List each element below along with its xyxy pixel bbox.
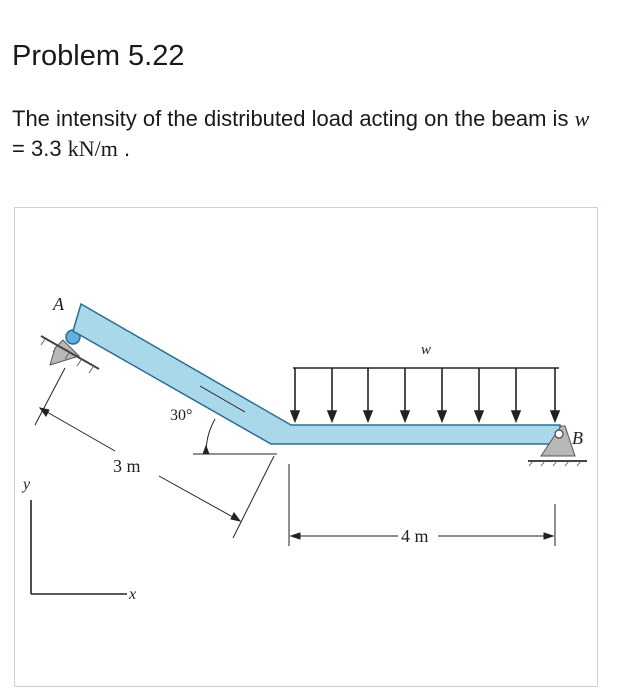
dimension-3m	[35, 368, 274, 538]
end-punctuation: .	[123, 136, 131, 161]
label-4m: 4 m	[401, 526, 429, 546]
label-b: B	[572, 428, 583, 448]
w-units: kN/m	[67, 136, 118, 161]
label-a: A	[53, 294, 64, 314]
problem-title: Problem 5.22	[12, 40, 185, 72]
figure-panel	[14, 207, 598, 687]
label-3m: 3 m	[113, 456, 141, 476]
problem-statement	[12, 104, 602, 164]
label-angle: 30°	[170, 407, 193, 424]
label-w: w	[421, 342, 432, 358]
w-value: 3.3	[30, 136, 62, 161]
coordinate-axes	[31, 500, 127, 594]
axis-x-label: x	[129, 586, 137, 603]
beam	[73, 304, 560, 444]
statement-text: The intensity of the distributed load acting on the beam is	[12, 106, 569, 131]
beam-diagram	[15, 208, 599, 688]
w-symbol: w	[574, 106, 590, 131]
axis-y-label: y	[23, 476, 31, 493]
distributed-load	[291, 368, 559, 421]
equals-sign: =	[12, 136, 25, 161]
